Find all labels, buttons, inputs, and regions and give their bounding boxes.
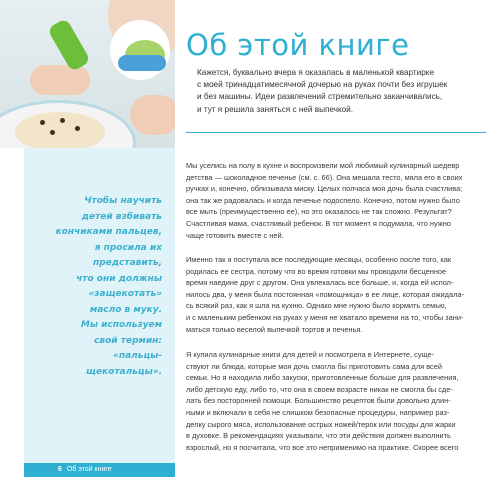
pull-quote-line: что они должны (76, 273, 162, 284)
divider-rule (186, 132, 486, 133)
body-line: делку сырого мяса, использование острых ножей/терок или посуды для жарки (186, 419, 456, 429)
body-line: чаще готовить вместе с ней. (186, 230, 284, 240)
pull-quote-line: масло в муку. (89, 304, 162, 315)
body-line: ными и включали в себя не слишком безопасные процедуры, например раз- (186, 407, 450, 417)
body-line: семьи. Но я находила либо закуски, приготовленные больше для развлечения, (186, 373, 459, 383)
page-number: 6 (58, 466, 62, 473)
page-footer (58, 465, 112, 475)
body-line: ствуют ли блюда, которые моя дочь смогла бы приготовить сама для всей (186, 361, 442, 371)
pull-quote-line: представить, (93, 258, 162, 268)
body-line: Я купила кулинарные книги для детей и посмотрела в Интернете, суще- (186, 350, 435, 359)
body-line: нилось два, у меня была постоянная «помощница» в ее лице, которая ожидала- (186, 289, 464, 299)
intro-line: и без машины. Идеи развлечений стремительно заканчивались, (197, 92, 443, 102)
child-baking-photo (0, 0, 175, 148)
footer-section-title: Об этой книге (66, 466, 112, 473)
body-paragraph-3 (186, 349, 491, 453)
body-paragraph-2 (186, 254, 491, 335)
pull-quote-line: я просила их (94, 242, 162, 253)
pull-quote-line: свой термин: (94, 335, 162, 346)
body-line: и с маленьким ребенком на руках у меня не хватало времени на то, чтобы зани- (186, 312, 464, 322)
body-line: детства — шоколадное печенье (см. с. 66). Она мешала тесто, мяла его в своих (186, 172, 463, 182)
body-line: Именно так я поступала все последующие месяцы, особенно после того, как (186, 255, 452, 264)
body-line: маться только веселой выпечкой тортов и печенья. (186, 324, 363, 334)
body-line: сь всякий раз, как я шла на кухню. Однако мне нужно было кормить семью, (186, 301, 447, 311)
page-title: Об этой книге (186, 28, 410, 62)
body-line: все мыть (преимущественно ее), но это оказалось не так сложно. Результат? (186, 207, 452, 217)
body-line: Мы уселись на полу в кухне и воспроизвели мой любимый кулинарный шедевр (186, 161, 460, 170)
pull-quote-line: «защекотать» (88, 289, 162, 299)
pull-quote-line: детей взбивать (81, 211, 162, 222)
pull-quote-line: щекотальцы». (86, 366, 162, 377)
body-line: она так же радовалась и когда печенье подоспело. Конечно, потом нужно было (186, 195, 460, 205)
body-paragraph-1 (186, 160, 491, 241)
pull-quote-line: кончиками пальцев, (55, 227, 162, 237)
body-line: время наедине друг с другом. Она увлекалась все больше, и, когда ей испол- (186, 278, 454, 288)
pull-quote-line: Чтобы научить (84, 196, 162, 206)
intro-line: Кажется, буквально вчера я оказалась в маленькой квартирке (197, 68, 435, 77)
intro-line: с моей тринадцатимесячной дочерью на руках почти без игрушек (197, 80, 448, 90)
body-line: взрослый, но я посчитала, что все это неприменимо на практике. Скорее всего (186, 442, 459, 452)
body-line: Счастливая мама, счастливый ребенок. В тот момент я подумала, что нужно (186, 218, 451, 228)
body-line: ручках и, конечно, облизывала миску. Целых полчаса моя дочь была счастлива; (186, 184, 463, 194)
pull-quote-line: Мы используем (80, 320, 162, 330)
intro-line: и тут я решила заняться с ней выпечкой. (197, 104, 354, 114)
pull-quote-line: «пальцы- (113, 351, 162, 361)
pull-quote (52, 194, 162, 380)
body-line: в духовке. В рекомендациях указывали, что эти действия должен выполнить (186, 431, 451, 441)
body-line: лать без посторонней помощи. Большинство рецептов были довольно длин- (186, 396, 451, 406)
body-line: либо детскую еду, либо то, что она в своем возрасте никак не смогла бы сде- (186, 384, 453, 394)
intro-paragraph (197, 67, 487, 116)
body-line: родилась ее сестра, потому что во время готовки мы проводили бесценное (186, 266, 447, 276)
